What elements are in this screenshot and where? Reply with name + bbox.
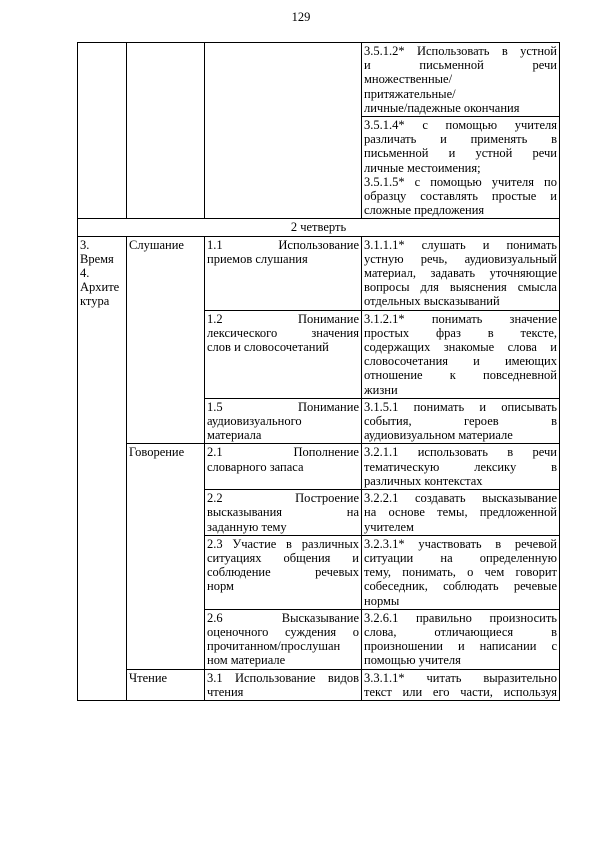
unit-line: ктура (80, 294, 110, 309)
subskill-line: норм (207, 579, 234, 594)
objective-line: словосочетания и имеющих (364, 354, 557, 369)
subskill-line: высказывания на (207, 505, 359, 520)
subskill-cell (205, 669, 362, 700)
subskill-line: словарного запаса (207, 459, 304, 474)
subskill-line: аудиовизуального (207, 414, 302, 429)
subskill-cell (205, 398, 362, 444)
table-row (78, 669, 560, 700)
objective-line: текст или его части, используя (364, 684, 557, 699)
unit-cell-empty (78, 43, 127, 219)
objective-cell (362, 43, 560, 117)
objective-line: на основе темы, предложенной (364, 505, 557, 520)
objective-line: ситуации на определенную (364, 550, 557, 565)
objective-line: тему, понимать, о чем говорит (364, 565, 557, 580)
objective-line: собеседник, соблюдать речевые (364, 579, 557, 594)
objective-cell (362, 310, 560, 398)
subskill-cell (205, 444, 362, 490)
objective-line: 3.1.5.1 понимать и описывать (364, 399, 557, 414)
objective-line: 3.3.1.1* читать выразительно (364, 670, 557, 685)
objective-line: письменной и устной речи (364, 146, 557, 161)
objective-cell (362, 398, 560, 444)
objective-line: учителем (364, 519, 414, 534)
subskill-line: 2.1 Пополнение (207, 445, 359, 460)
objective-line: тематическую лексику в (364, 459, 557, 474)
unit-cell (78, 236, 127, 700)
objective-line: простых фраз в тексте, (364, 325, 557, 340)
subskill-line: соблюдение речевых (207, 565, 359, 580)
objective-cell (362, 609, 560, 669)
objective-line: отношение к повседневной (364, 368, 557, 383)
objective-line: содержащих знакомые слова и (364, 340, 557, 355)
objective-cell (362, 669, 560, 700)
objective-line: жизни (364, 382, 398, 397)
objective-line: события, героев в (364, 414, 557, 429)
unit-line: 4. (80, 266, 90, 281)
unit-line: Архите (80, 280, 120, 295)
subskill-line: оценочного суждения о (207, 624, 359, 639)
subskill-line: 2.2 Построение (207, 491, 359, 506)
objective-line: 3.2.2.1 создавать высказывание (364, 491, 557, 506)
subskill-line: чтения (207, 684, 244, 699)
objective-line: отдельных высказываний (364, 294, 500, 309)
objective-line: 3.1.2.1* понимать значение (364, 311, 557, 326)
subskill-line: заданную тему (207, 519, 287, 534)
subskill-line: ситуациях общения и (207, 550, 359, 565)
table-row (78, 236, 560, 310)
objective-line: 3.5.1.5* с помощью учителя по (364, 174, 557, 189)
subskill-cell (205, 310, 362, 398)
curriculum-table (77, 42, 560, 701)
quarter-row (78, 219, 560, 236)
subskill-line: прочитанном/прослушан (207, 639, 341, 654)
objective-cell (362, 535, 560, 609)
objective-line: личные местоимения; (364, 160, 481, 175)
subskill-line: 3.1 Использование видов (207, 670, 359, 685)
objective-line: притяжательные/ (364, 86, 456, 101)
subskill-line: материала (207, 428, 262, 443)
table-row (78, 444, 560, 490)
subskill-line: 1.1 Использование (207, 237, 359, 252)
subskill-line: лексического значения (207, 325, 359, 340)
objective-line: материал, задавать уточняющие (364, 266, 557, 281)
objective-line: различных контекстах (364, 473, 483, 488)
unit-line: 3. (80, 237, 90, 252)
objective-line: 3.2.3.1* участвовать в речевой (364, 536, 557, 551)
subskill-line: ном материале (207, 653, 286, 668)
subskill-line: слов и словосочетаний (207, 340, 329, 355)
page-number: 129 (291, 10, 311, 24)
objective-line: сложные предложения (364, 203, 485, 218)
skill-cell-empty (127, 43, 205, 219)
objective-line: личные/падежные окончания (364, 100, 520, 115)
subskill-cell (205, 490, 362, 536)
skill-cell: Говорение (127, 444, 205, 669)
objective-line: 3.5.1.4* с помощью учителя (364, 118, 557, 133)
objective-line: вопросы для выяснения смысла (364, 280, 557, 295)
objective-line: различать и применять в (364, 132, 557, 147)
objective-line: и письменной речи (364, 58, 557, 73)
table-row (78, 43, 560, 117)
subskill-line: 2.6 Высказывание (207, 610, 359, 625)
objective-line: 3.1.1.1* слушать и понимать (364, 237, 557, 252)
subskill-line: приемов слушания (207, 251, 308, 266)
subskill-cell-empty (205, 43, 362, 219)
objective-cell (362, 236, 560, 310)
skill-cell: Чтение (127, 669, 205, 700)
objective-line: нормы (364, 593, 400, 608)
objective-cell (362, 444, 560, 490)
objective-line: слова, отличающиеся в (364, 624, 557, 639)
objective-cell (362, 490, 560, 536)
skill-cell: Слушание (127, 236, 205, 444)
subskill-line: 1.2 Понимание (207, 311, 359, 326)
objective-line: устную речь, аудиовизуальный (364, 251, 557, 266)
subskill-line: 1.5 Понимание (207, 399, 359, 414)
quarter-header: 2 четверть (78, 219, 560, 236)
objective-line: 3.2.1.1 использовать в речи (364, 445, 557, 460)
objective-line: 3.2.6.1 правильно произносить (364, 610, 557, 625)
subskill-line: 2.3 Участие в различных (207, 536, 359, 551)
subskill-cell (205, 236, 362, 310)
objective-line: аудиовизуальном материале (364, 428, 513, 443)
objective-line: образцу составлять простые и (364, 189, 557, 204)
objective-line: произношении и написании с (364, 639, 557, 654)
unit-line: Время (80, 251, 114, 266)
curriculum-table-body (78, 43, 560, 701)
objective-line: множественные/ (364, 72, 453, 87)
subskill-cell (205, 535, 362, 609)
subskill-cell (205, 609, 362, 669)
objective-line: 3.5.1.2* Использовать в устной (364, 44, 557, 58)
objective-line: помощью учителя (364, 653, 461, 668)
objective-cell (362, 117, 560, 219)
